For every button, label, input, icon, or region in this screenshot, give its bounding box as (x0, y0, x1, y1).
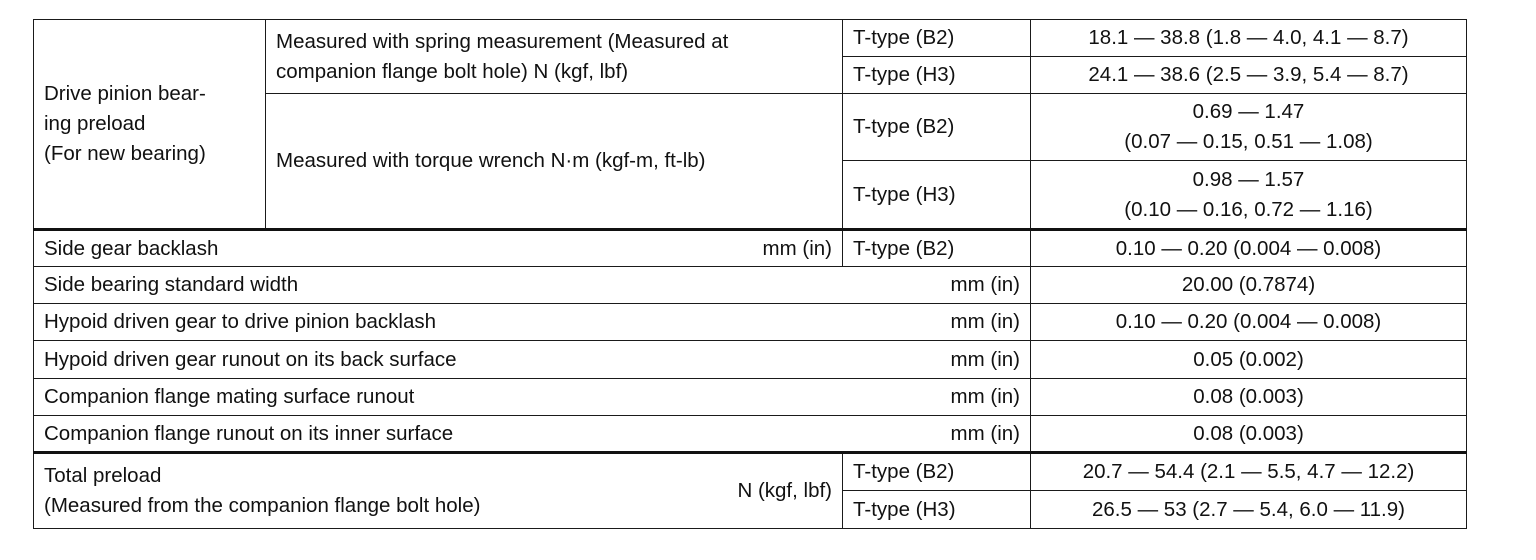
row-label: Companion flange mating surface runout mm (in) (34, 379, 1031, 416)
spring-measurement-label: Measured with spring measurement (Measured at companion flange bolt hole) N (kgf, lbf) (266, 20, 843, 94)
value-cell: 26.5 — 53 (2.7 — 5.4, 6.0 — 11.9) (1031, 491, 1467, 529)
value-cell: 0.98 — 1.57 (0.10 — 0.16, 0.72 — 1.16) (1031, 161, 1467, 230)
type-cell: T-type (H3) (843, 161, 1031, 230)
value-cell: 20.00 (0.7874) (1031, 267, 1467, 304)
table-row (34, 20, 1467, 57)
value-cell: 0.10 — 0.20 (0.004 — 0.008) (1031, 304, 1467, 341)
table-row (34, 379, 1467, 416)
value-cell: 0.05 (0.002) (1031, 341, 1467, 379)
spec-table (33, 19, 1467, 529)
table-row (34, 453, 1467, 491)
value-cell: 20.7 — 54.4 (2.1 — 5.5, 4.7 — 12.2) (1031, 453, 1467, 491)
type-cell: T-type (H3) (843, 491, 1031, 529)
value-cell: 0.08 (0.003) (1031, 379, 1467, 416)
table-row (34, 267, 1467, 304)
value-cell: 0.10 — 0.20 (0.004 — 0.008) (1031, 230, 1467, 267)
type-cell: T-type (B2) (843, 94, 1031, 161)
type-cell: T-type (B2) (843, 453, 1031, 491)
torque-wrench-label: Measured with torque wrench N·m (kgf-m, ft-lb) (266, 94, 843, 230)
value-cell: 0.69 — 1.47 (0.07 — 0.15, 0.51 — 1.08) (1031, 94, 1467, 161)
row-label: Hypoid driven gear to drive pinion backlash mm (in) (34, 304, 1031, 341)
value-cell: 24.1 — 38.6 (2.5 — 3.9, 5.4 — 8.7) (1031, 57, 1467, 94)
drive-pinion-preload-label: Drive pinion bear- ing preload (For new bearing) (34, 20, 266, 230)
row-label: Side bearing standard width mm (in) (34, 267, 1031, 304)
table-row (34, 304, 1467, 341)
table-row (34, 230, 1467, 267)
type-cell: T-type (B2) (843, 230, 1031, 267)
row-label: Companion flange runout on its inner surface mm (in) (34, 416, 1031, 453)
row-label: Hypoid driven gear runout on its back surface mm (in) (34, 341, 1031, 379)
total-preload-label: Total preload (Measured from the companion flange bolt hole) N (kgf, lbf) (34, 453, 843, 529)
value-cell: 18.1 — 38.8 (1.8 — 4.0, 4.1 — 8.7) (1031, 20, 1467, 57)
value-cell: 0.08 (0.003) (1031, 416, 1467, 453)
type-cell: T-type (B2) (843, 20, 1031, 57)
type-cell: T-type (H3) (843, 57, 1031, 94)
table-row (34, 341, 1467, 379)
table-row (34, 416, 1467, 453)
side-gear-backlash-label: Side gear backlash mm (in) (34, 230, 843, 267)
